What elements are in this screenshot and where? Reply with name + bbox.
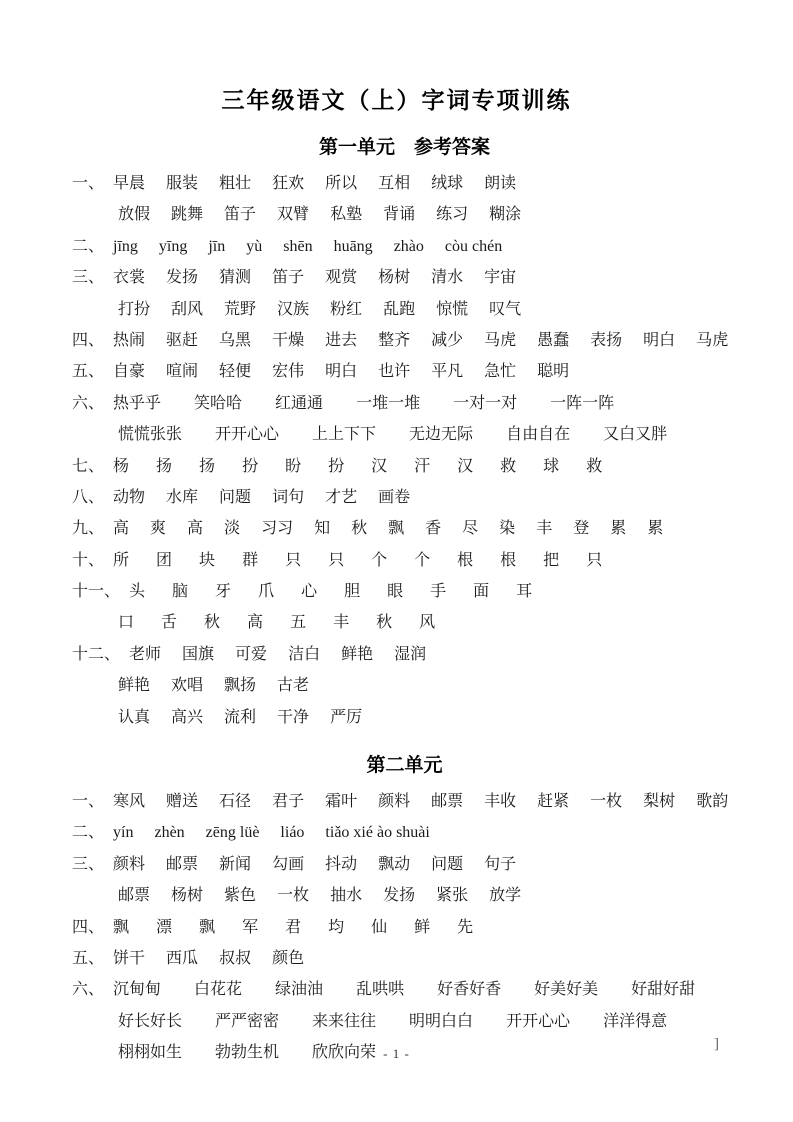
word-item: 染: [499, 520, 516, 538]
line-marker: 三、: [72, 269, 105, 287]
line-marker: 二、: [72, 824, 105, 842]
answer-line: [72, 702, 737, 733]
word-item: 愚蠢: [537, 331, 570, 349]
word-item: 一堆一堆: [356, 394, 421, 412]
word-item: 放假: [118, 206, 151, 224]
word-items: [113, 388, 614, 419]
line-marker: 七、: [72, 457, 105, 475]
word-item: 可爱: [235, 645, 268, 663]
word-items: [118, 607, 435, 638]
word-item: 词句: [272, 488, 305, 506]
word-item: huāng: [333, 237, 373, 255]
section-heading: 第一单元 参考答案: [318, 137, 490, 158]
word-item: 仙: [371, 918, 388, 936]
word-item: 扮: [328, 457, 345, 475]
word-items: [113, 545, 602, 576]
word-item: 淡: [224, 520, 241, 538]
line-marker: 六、: [72, 394, 105, 412]
word-item: 粉红: [330, 300, 363, 318]
word-item: 老师: [129, 645, 162, 663]
word-item: 放学: [489, 887, 522, 905]
answer-line: [72, 786, 737, 817]
word-item: jīng: [113, 237, 138, 255]
word-item: 好长好长: [118, 1012, 183, 1030]
word-item: 只: [586, 551, 603, 569]
word-item: 沉甸甸: [113, 981, 162, 999]
word-item: 飘动: [378, 855, 411, 873]
line-marker: 五、: [72, 949, 105, 967]
word-items: [113, 231, 502, 262]
word-item: 红通通: [275, 394, 324, 412]
word-item: 颜料: [378, 793, 411, 811]
word-item: 好美好美: [534, 981, 599, 999]
word-item: 飘扬: [224, 677, 257, 695]
word-item: 乌黑: [219, 331, 252, 349]
word-item: 急忙: [484, 363, 517, 381]
word-item: 朗读: [484, 175, 517, 192]
word-item: 邮票: [118, 887, 151, 905]
word-item: 早晨: [113, 175, 146, 192]
answer-line: [72, 880, 737, 911]
word-item: 高兴: [171, 708, 204, 726]
word-item: 欢唱: [171, 677, 204, 695]
word-item: 胆: [344, 583, 361, 601]
word-item: 明白: [643, 331, 676, 349]
word-item: 洁白: [288, 645, 321, 663]
word-item: 平凡: [431, 363, 464, 381]
answer-line: [72, 199, 737, 230]
word-item: 减少: [431, 331, 464, 349]
line-marker: 十、: [72, 551, 105, 569]
word-item: 汉: [457, 457, 474, 475]
word-item: 高: [113, 520, 130, 538]
word-item: 个: [371, 551, 388, 569]
word-item: 来来往往: [312, 1012, 377, 1030]
word-item: 高: [247, 614, 264, 632]
word-item: zhào: [393, 237, 424, 255]
word-item: 明白: [325, 363, 358, 381]
word-item: 饼干: [113, 949, 146, 967]
word-item: 猜测: [219, 269, 252, 287]
word-item: 刮风: [171, 300, 204, 318]
word-item: 乱哄哄: [356, 981, 405, 999]
word-items: [129, 576, 532, 607]
word-item: 一对一对: [453, 394, 518, 412]
word-items: [113, 482, 410, 513]
answer-line: [72, 513, 737, 544]
word-item: 头: [129, 583, 146, 601]
answer-line: [72, 817, 737, 848]
word-item: 才艺: [325, 488, 358, 506]
word-item: 进去: [325, 331, 358, 349]
word-items: [118, 670, 309, 701]
word-item: 跳舞: [171, 206, 204, 224]
word-item: 盼: [285, 457, 302, 475]
line-marker: 六、: [72, 981, 105, 999]
word-item: 鲜艳: [341, 645, 374, 663]
word-items: [113, 451, 602, 482]
answer-line: [72, 1006, 737, 1037]
word-item: 一阵一阵: [550, 394, 615, 412]
word-item: 群: [242, 551, 259, 569]
word-items: [113, 513, 663, 544]
answer-line: [72, 912, 737, 943]
word-item: 面: [473, 583, 490, 601]
word-item: 白花花: [194, 981, 243, 999]
line-marker: 十二、: [72, 645, 121, 663]
word-item: 杨树: [378, 269, 411, 287]
word-items: [118, 880, 521, 911]
word-item: 爽: [150, 520, 167, 538]
word-item: 秋: [351, 520, 368, 538]
line-marker: 九、: [72, 520, 105, 538]
word-item: 牙: [215, 583, 232, 601]
word-item: 聪明: [537, 363, 570, 381]
word-item: yīng: [158, 237, 188, 255]
word-items: [113, 356, 569, 387]
word-item: 严厉: [330, 708, 363, 726]
word-item: 西瓜: [166, 949, 199, 967]
word-item: 鲜: [414, 918, 431, 936]
answer-line: [72, 388, 737, 419]
word-items: [118, 1006, 667, 1037]
line-marker: 二、: [72, 237, 105, 255]
word-item: 画卷: [378, 488, 411, 506]
word-item: 严严密密: [215, 1012, 280, 1030]
word-item: 开开心心: [506, 1012, 571, 1030]
word-item: 自由自在: [506, 426, 571, 444]
word-item: 打扮: [118, 300, 151, 318]
line-marker: 四、: [72, 918, 105, 936]
word-item: 又白又胖: [603, 426, 668, 444]
word-item: 先: [457, 918, 474, 936]
answer-line: [72, 325, 737, 356]
word-item: 绒球: [431, 175, 464, 192]
word-item: 所: [113, 551, 130, 569]
word-item: 叔叔: [219, 949, 252, 967]
word-item: 清水: [431, 269, 464, 287]
word-item: 练习: [436, 206, 469, 224]
word-item: 抽水: [330, 887, 363, 905]
word-item: 句子: [484, 855, 517, 873]
word-item: 累: [647, 520, 664, 538]
word-items: [113, 168, 516, 199]
word-item: 无边无际: [409, 426, 474, 444]
word-item: 杨树: [171, 887, 204, 905]
word-item: 鲜艳: [118, 677, 151, 695]
word-item: 惊慌: [436, 300, 469, 318]
word-item: 根: [500, 551, 517, 569]
word-item: 汉族: [277, 300, 310, 318]
answer-line: [72, 168, 737, 199]
word-items: [113, 912, 473, 943]
word-item: 栩栩如生: [118, 1044, 183, 1062]
word-item: zhèn: [154, 824, 185, 842]
word-item: 块: [199, 551, 216, 569]
word-item: 香: [425, 520, 442, 538]
word-item: 整齐: [378, 331, 411, 349]
word-item: 飘: [388, 520, 405, 538]
word-item: 湿润: [394, 645, 427, 663]
word-item: 水库: [166, 488, 199, 506]
word-item: 根: [457, 551, 474, 569]
word-item: 轻便: [219, 363, 252, 381]
answer-line: [72, 482, 737, 513]
word-item: 一枚: [590, 793, 623, 811]
answer-line: [72, 670, 737, 701]
word-item: 双臂: [277, 206, 310, 224]
answer-line: [72, 849, 737, 880]
word-item: 眼: [387, 583, 404, 601]
word-item: 邮票: [166, 855, 199, 873]
word-item: 紧张: [436, 887, 469, 905]
line-marker: 三、: [72, 855, 105, 873]
word-item: 扮: [242, 457, 259, 475]
word-item: 笛子: [224, 206, 257, 224]
word-item: 飘: [113, 918, 130, 936]
word-item: 叹气: [489, 300, 522, 318]
word-items: [118, 419, 667, 450]
word-item: 秋: [204, 614, 221, 632]
line-marker: 一、: [72, 175, 105, 192]
word-item: 知: [314, 520, 331, 538]
word-items: [118, 702, 362, 733]
word-item: yín: [113, 824, 134, 842]
word-item: zēng lüè: [205, 824, 260, 842]
word-item: 表扬: [590, 331, 623, 349]
word-item: 喧闹: [166, 363, 199, 381]
line-marker: 一、: [72, 793, 105, 811]
doc-title: 三年级语文（上）字词专项训练: [221, 88, 572, 113]
word-item: 粗壮: [219, 175, 252, 192]
answer-line: [72, 974, 737, 1005]
word-item: 勃勃生机: [215, 1044, 280, 1062]
word-items: [113, 943, 304, 974]
word-item: 飘: [199, 918, 216, 936]
answer-line: [72, 356, 737, 387]
word-item: 衣裳: [113, 269, 146, 287]
word-item: 发扬: [166, 269, 199, 287]
word-item: 国旗: [182, 645, 215, 663]
word-item: 宇宙: [484, 269, 517, 287]
word-item: 荒野: [224, 300, 257, 318]
word-item: 五: [290, 614, 307, 632]
word-item: 开开心心: [215, 426, 280, 444]
word-item: 均: [328, 918, 345, 936]
word-item: 丰: [333, 614, 350, 632]
word-item: 明明白白: [409, 1012, 474, 1030]
word-item: 汗: [414, 457, 431, 475]
word-item: 赶紧: [537, 793, 570, 811]
page-number: - 1 -: [383, 1046, 410, 1061]
word-item: 手: [430, 583, 447, 601]
word-item: 笑哈哈: [194, 394, 243, 412]
word-items: [113, 974, 695, 1005]
word-item: 颜料: [113, 855, 146, 873]
word-item: 古老: [277, 677, 310, 695]
answer-line: [72, 943, 737, 974]
word-item: 洋洋得意: [603, 1012, 668, 1030]
word-item: 问题: [431, 855, 464, 873]
word-items: [118, 294, 521, 325]
word-item: 团: [156, 551, 173, 569]
word-item: liáo: [280, 824, 305, 842]
line-marker: 十一、: [72, 583, 121, 601]
answer-line: [72, 294, 737, 325]
word-item: 糊涂: [489, 206, 522, 224]
word-item: 好甜好甜: [631, 981, 696, 999]
word-item: 梨树: [643, 793, 676, 811]
word-item: 自豪: [113, 363, 146, 381]
word-item: 好香好香: [437, 981, 502, 999]
word-item: 歌韵: [696, 793, 729, 811]
word-item: 杨: [113, 457, 130, 475]
word-item: 君子: [272, 793, 305, 811]
word-items: [129, 639, 426, 670]
word-item: jīn: [208, 237, 226, 255]
word-item: 丰收: [484, 793, 517, 811]
line-marker: 四、: [72, 331, 105, 349]
line-marker: 五、: [72, 363, 105, 381]
word-item: 丰: [536, 520, 553, 538]
word-item: 救: [586, 457, 603, 475]
word-item: 秋: [376, 614, 393, 632]
section-heading: 第二单元: [366, 755, 443, 777]
word-item: 扬: [199, 457, 216, 475]
word-item: 乱跑: [383, 300, 416, 318]
word-item: 互相: [378, 175, 411, 192]
edge-bracket-mark: ]: [714, 1036, 719, 1052]
word-item: 也许: [378, 363, 411, 381]
word-item: 君: [285, 918, 302, 936]
word-item: còu chén: [444, 237, 503, 255]
word-item: 勾画: [272, 855, 305, 873]
word-item: 笛子: [272, 269, 305, 287]
line-marker: 八、: [72, 488, 105, 506]
word-item: 爪: [258, 583, 275, 601]
word-item: 霜叶: [325, 793, 358, 811]
sections-container: [0, 132, 793, 1069]
word-item: 马虎: [484, 331, 517, 349]
word-item: 新闻: [219, 855, 252, 873]
word-item: 口: [118, 614, 135, 632]
word-item: 问题: [219, 488, 252, 506]
word-item: 心: [301, 583, 318, 601]
word-item: 一枚: [277, 887, 310, 905]
word-item: 高: [187, 520, 204, 538]
word-item: 耳: [516, 583, 533, 601]
word-item: 热闹: [113, 331, 146, 349]
word-item: 服装: [166, 175, 199, 192]
word-item: 军: [242, 918, 259, 936]
word-item: 球: [543, 457, 560, 475]
word-item: 救: [500, 457, 517, 475]
word-item: 脑: [172, 583, 189, 601]
word-item: yù: [246, 237, 263, 255]
word-item: 驱赶: [166, 331, 199, 349]
word-item: 把: [543, 551, 560, 569]
word-item: 个: [414, 551, 431, 569]
word-item: 马虎: [696, 331, 729, 349]
word-item: 尽: [462, 520, 479, 538]
answer-line: [72, 545, 737, 576]
answer-line: [72, 419, 737, 450]
word-item: 邮票: [431, 793, 464, 811]
word-item: 流利: [224, 708, 257, 726]
word-item: shēn: [283, 237, 313, 255]
answer-line: [72, 607, 737, 638]
word-item: tiǎo xié ào shuài: [325, 824, 430, 842]
word-item: 观赏: [325, 269, 358, 287]
word-item: 紫色: [224, 887, 257, 905]
word-item: 寒风: [113, 793, 146, 811]
word-item: 热乎乎: [113, 394, 162, 412]
word-item: 慌慌张张: [118, 426, 183, 444]
word-item: 上上下下: [312, 426, 377, 444]
word-item: 习习: [261, 520, 294, 538]
answer-line: [72, 639, 737, 670]
word-item: 欣欣向荣: [312, 1044, 377, 1062]
word-items: [113, 325, 728, 356]
word-item: 石径: [219, 793, 252, 811]
word-items: [113, 817, 430, 848]
word-item: 赠送: [166, 793, 199, 811]
answer-line: [72, 451, 737, 482]
word-item: 发扬: [383, 887, 416, 905]
word-item: 累: [610, 520, 627, 538]
word-item: 舌: [161, 614, 178, 632]
word-item: 绿油油: [275, 981, 324, 999]
word-items: [113, 262, 516, 293]
answer-line: [72, 576, 737, 607]
word-items: [113, 849, 516, 880]
word-item: 认真: [118, 708, 151, 726]
word-item: 只: [285, 551, 302, 569]
word-item: 汉: [371, 457, 388, 475]
word-item: 所以: [325, 175, 358, 192]
answer-line: [72, 231, 737, 262]
word-item: 干净: [277, 708, 310, 726]
word-items: [118, 199, 521, 230]
word-item: 颜色: [272, 949, 305, 967]
word-item: 私塾: [330, 206, 363, 224]
answer-line: [72, 262, 737, 293]
word-item: 狂欢: [272, 175, 305, 192]
word-items: [113, 786, 728, 817]
word-item: 动物: [113, 488, 146, 506]
word-item: 背诵: [383, 206, 416, 224]
word-item: 扬: [156, 457, 173, 475]
word-item: 宏伟: [272, 363, 305, 381]
word-item: 干燥: [272, 331, 305, 349]
word-item: 漂: [156, 918, 173, 936]
word-item: 抖动: [325, 855, 358, 873]
word-item: 登: [573, 520, 590, 538]
word-item: 只: [328, 551, 345, 569]
word-item: 风: [419, 614, 436, 632]
